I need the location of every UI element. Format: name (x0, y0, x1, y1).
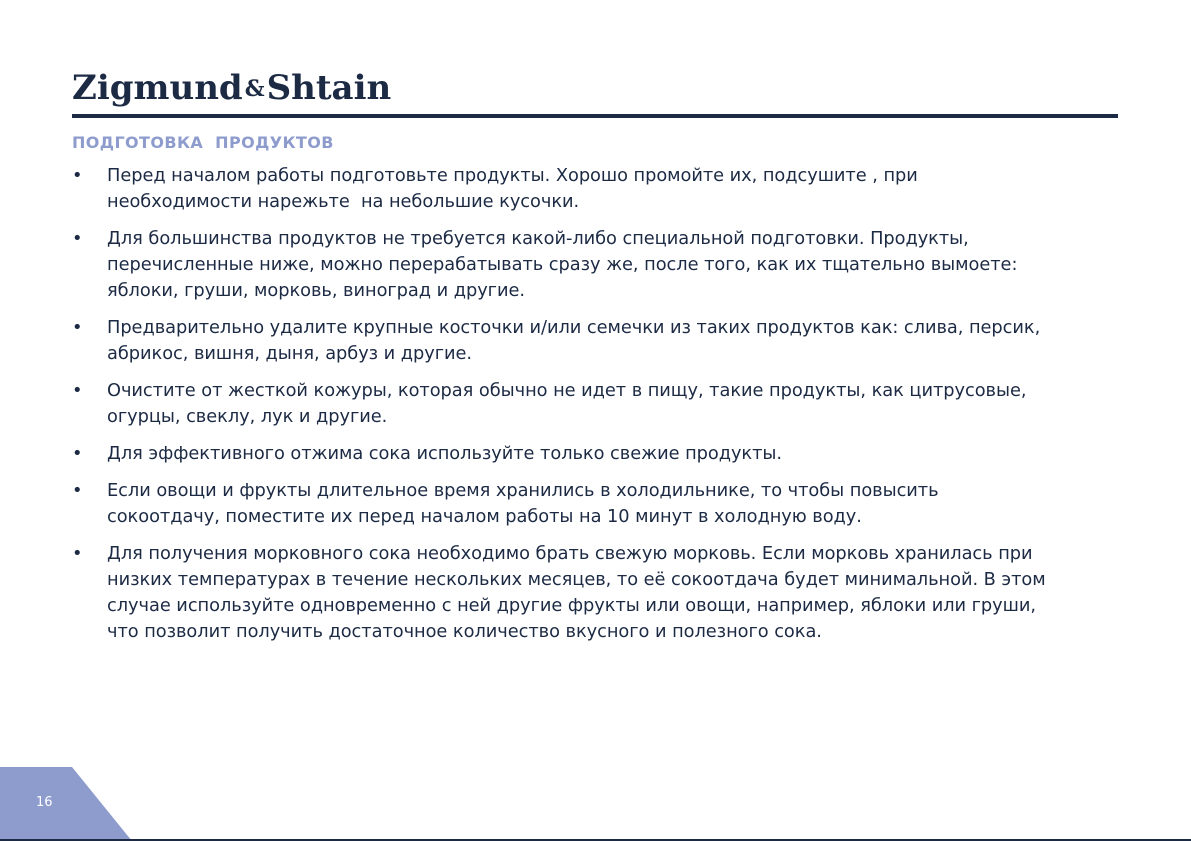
bullet-marker: • (72, 443, 83, 464)
bullet-text-line: Для эффективного отжима сока используйте только свежие продукты. (107, 443, 783, 464)
bullet-marker: • (72, 380, 83, 401)
bullet-marker: • (72, 165, 83, 186)
bullet-marker: • (72, 228, 83, 249)
list-item (72, 441, 1112, 467)
brand-name-left: Zigmund (72, 68, 243, 108)
bullet-text-line: яблоки, груши, морковь, виноград и другие. (107, 280, 525, 301)
header-rule (72, 114, 1118, 118)
list-item (72, 541, 1112, 645)
bullet-text-line: Перед началом работы подготовьте продукты. Хорошо промойте их, подсушите , при (107, 165, 918, 186)
brand-logo (72, 66, 391, 111)
bullet-text-line: сокоотдачу, поместите их перед началом работы на 10 минут в холодную воду. (107, 506, 862, 527)
brand-ampersand: & (244, 76, 265, 102)
bullet-marker: • (72, 480, 83, 501)
bullet-text-line: случае используйте одновременно с ней другие фрукты или овощи, например, яблоки или груши, (107, 595, 1036, 616)
bullet-text-line: перечисленные ниже, можно перерабатывать сразу же, после того, как их тщательно вымоете: (107, 254, 1018, 275)
list-item (72, 478, 1112, 530)
bullet-marker: • (72, 317, 83, 338)
bullet-text-line: Предварительно удалите крупные косточки и/или семечки из таких продуктов как: слива, персик, (107, 317, 1041, 338)
bullet-marker: • (72, 543, 83, 564)
list-item (72, 315, 1112, 367)
bullet-text-line: что позволит получить достаточное количество вкусного и полезного сока. (107, 621, 822, 642)
list-item (72, 163, 1112, 215)
bullet-text-line: необходимости нарежьте на небольшие кусочки. (107, 191, 580, 212)
bullet-text-line: Очистите от жесткой кожуры, которая обычно не идет в пищу, такие продукты, как цитрусовые, (107, 380, 1027, 401)
list-item (72, 378, 1112, 430)
bullet-text-line: абрикос, вишня, дыня, арбуз и другие. (107, 343, 473, 364)
bullet-list (72, 163, 1112, 656)
section-title: ПОДГОТОВКА ПРОДУКТОВ (72, 133, 334, 152)
list-item (72, 226, 1112, 304)
bullet-text-line: Для большинства продуктов не требуется какой-либо специальной подготовки. Продукты, (107, 228, 969, 249)
page-number: 16 (36, 795, 53, 810)
brand-name-right: Shtain (266, 68, 392, 108)
page-corner-tab (0, 767, 132, 841)
bullet-text-line: огурцы, свеклу, лук и другие. (107, 406, 388, 427)
bullet-text-line: низких температурах в течение нескольких месяцев, то её сокоотдача будет минимальной. В этом (107, 569, 1046, 590)
bullet-text-line: Если овощи и фрукты длительное время хранились в холодильнике, то чтобы повысить (107, 480, 939, 501)
bullet-text-line: Для получения морковного сока необходимо брать свежую морковь. Если морковь хранилась при (107, 543, 1033, 564)
